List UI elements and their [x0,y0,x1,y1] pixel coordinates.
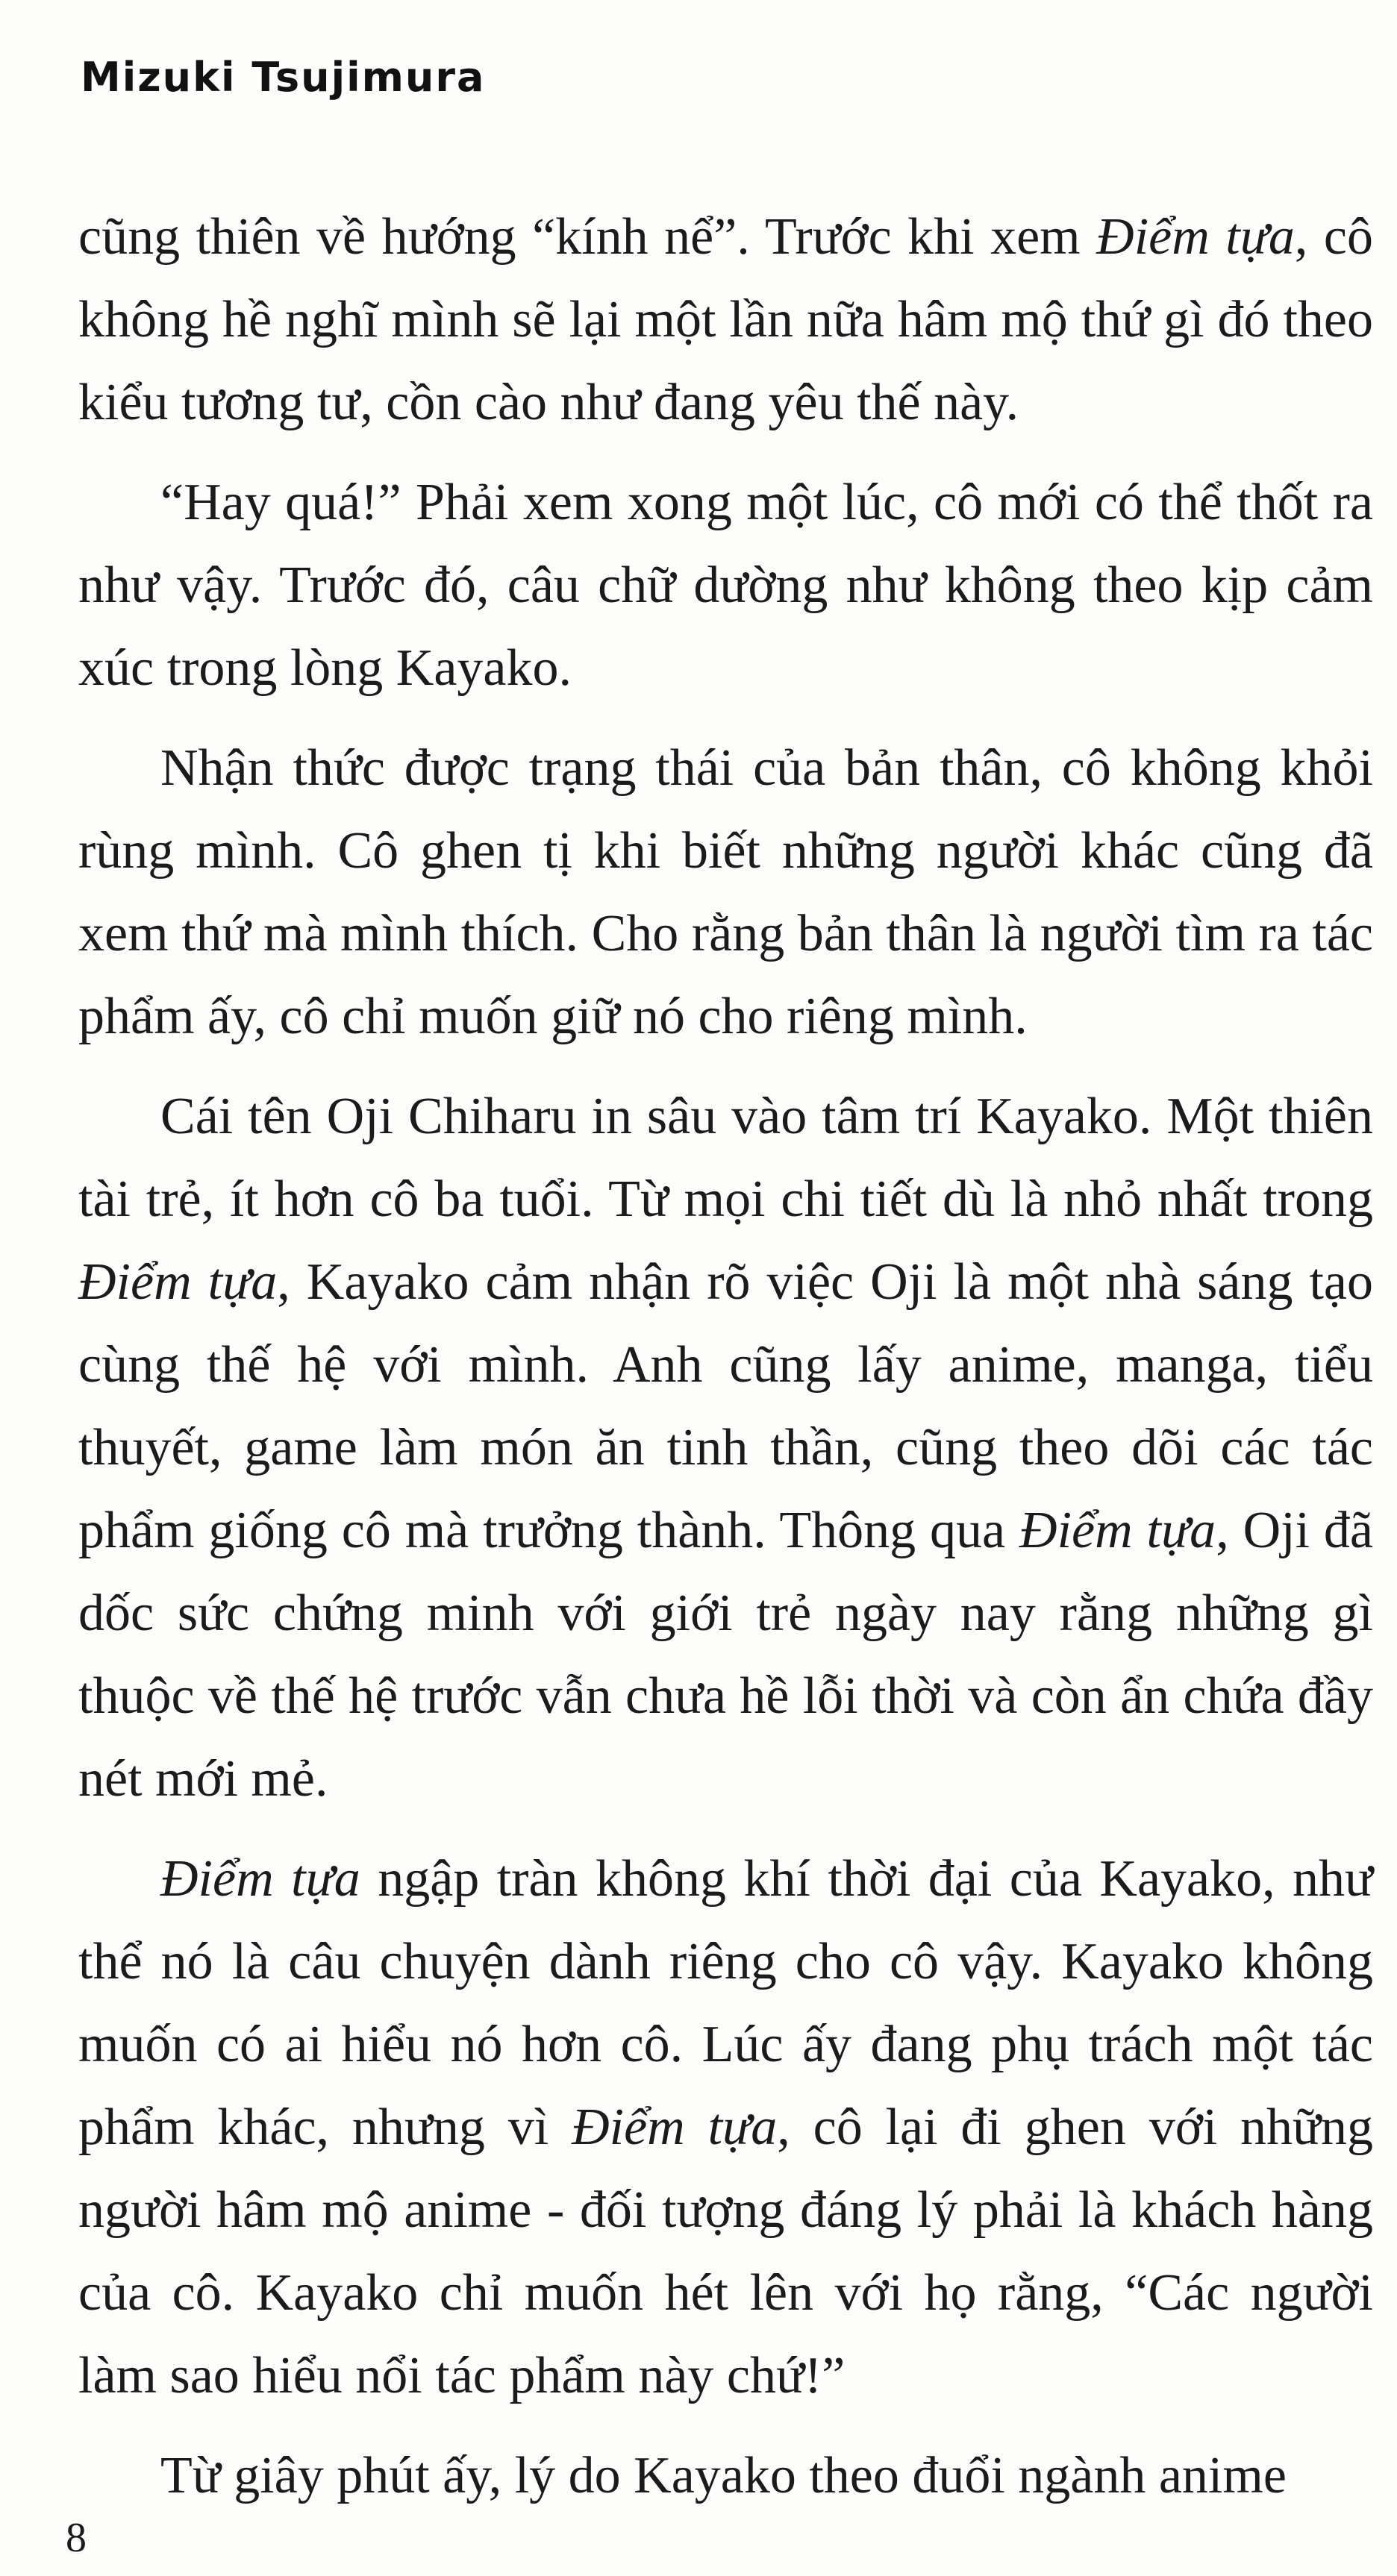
paragraph-4-text-c: , Oji đã dốc sức chứng minh với giới trẻ ngày nay rằng những gì thuộc về thế hệ trước vẫn chưa hề lỗi thời và còn ẩn chứa đầy nét mới mẻ. [78,1502,1373,1808]
paragraph-1 [78,195,1373,444]
paragraph-4-text-a: Cái tên Oji Chiharu in sâu vào tâm trí Kayako. Một thiên tài trẻ, ít hơn cô ba tuổi. Từ mọi chi tiết dù là nhỏ nhất trong [78,1088,1373,1228]
paragraph-6: Từ giây phút ấy, lý do Kayako theo đuổi ngành anime [160,2447,1287,2504]
body-text [78,195,1373,2517]
book-title-italic: Điểm tựa [160,1850,360,1908]
paragraph-3: Nhận thức được trạng thái của bản thân, cô không khỏi rùng mình. Cô ghen tị khi biết những người khác cũng đã xem thứ mà mình thích. Cho rằng bản thân là người tìm ra tác phẩm ấy, cô chỉ muốn giữ nó cho riêng mình. [78,739,1373,1045]
paragraph-5 [78,1837,1373,2417]
running-header-author: Mizuki Tsujimura [81,54,486,101]
page-number: 8 [66,2515,87,2561]
paragraph-1-text-a: cũng thiên về hướng “kính nể”. Trước khi xem [78,208,1097,266]
paragraph-5-text-b: , cô lại đi ghen với những người hâm mộ anime - đối tượng đáng lý phải là khách hàng của cô. Kayako chỉ muốn hét lên với họ rằng, “Các người làm sao hiểu nổi tác phẩm này chứ!” [78,2099,1374,2404]
paragraph-1-text-b: , cô không hề nghĩ mình sẽ lại một lần nữa hâm mộ thứ gì đó theo kiểu tương tư, cồn cào như đang yêu thế này. [78,208,1374,431]
paragraph-4-text-b: , Kayako cảm nhận rõ việc Oji là một nhà sáng tạo cùng thế hệ với mình. Anh cũng lấy anime, manga, tiểu thuyết, game làm món ăn tinh thần, cũng theo dõi các tác phẩm giống cô mà trưởng thành. Thông qua [78,1253,1373,1559]
book-title-italic: Điểm tựa [572,2099,778,2156]
paragraph-5-text-a: ngập tràn không khí thời đại của Kayako, như thể nó là câu chuyện dành riêng cho cô vậy. Kayako không muốn có ai hiểu nó hơn cô. Lúc ấy đang phụ trách một tác phẩm khác, nhưng vì [78,1850,1373,2156]
book-title-italic: Điểm tựa [78,1253,278,1311]
book-title-italic: Điểm tựa [1096,208,1295,266]
paragraph-2: “Hay quá!” Phải xem xong một lúc, cô mới có thể thốt ra như vậy. Trước đó, câu chữ dường như không theo kịp cảm xúc trong lòng Kayako. [78,474,1373,697]
paragraph-4 [78,1075,1373,1820]
book-title-italic: Điểm tựa [1019,1502,1216,1559]
